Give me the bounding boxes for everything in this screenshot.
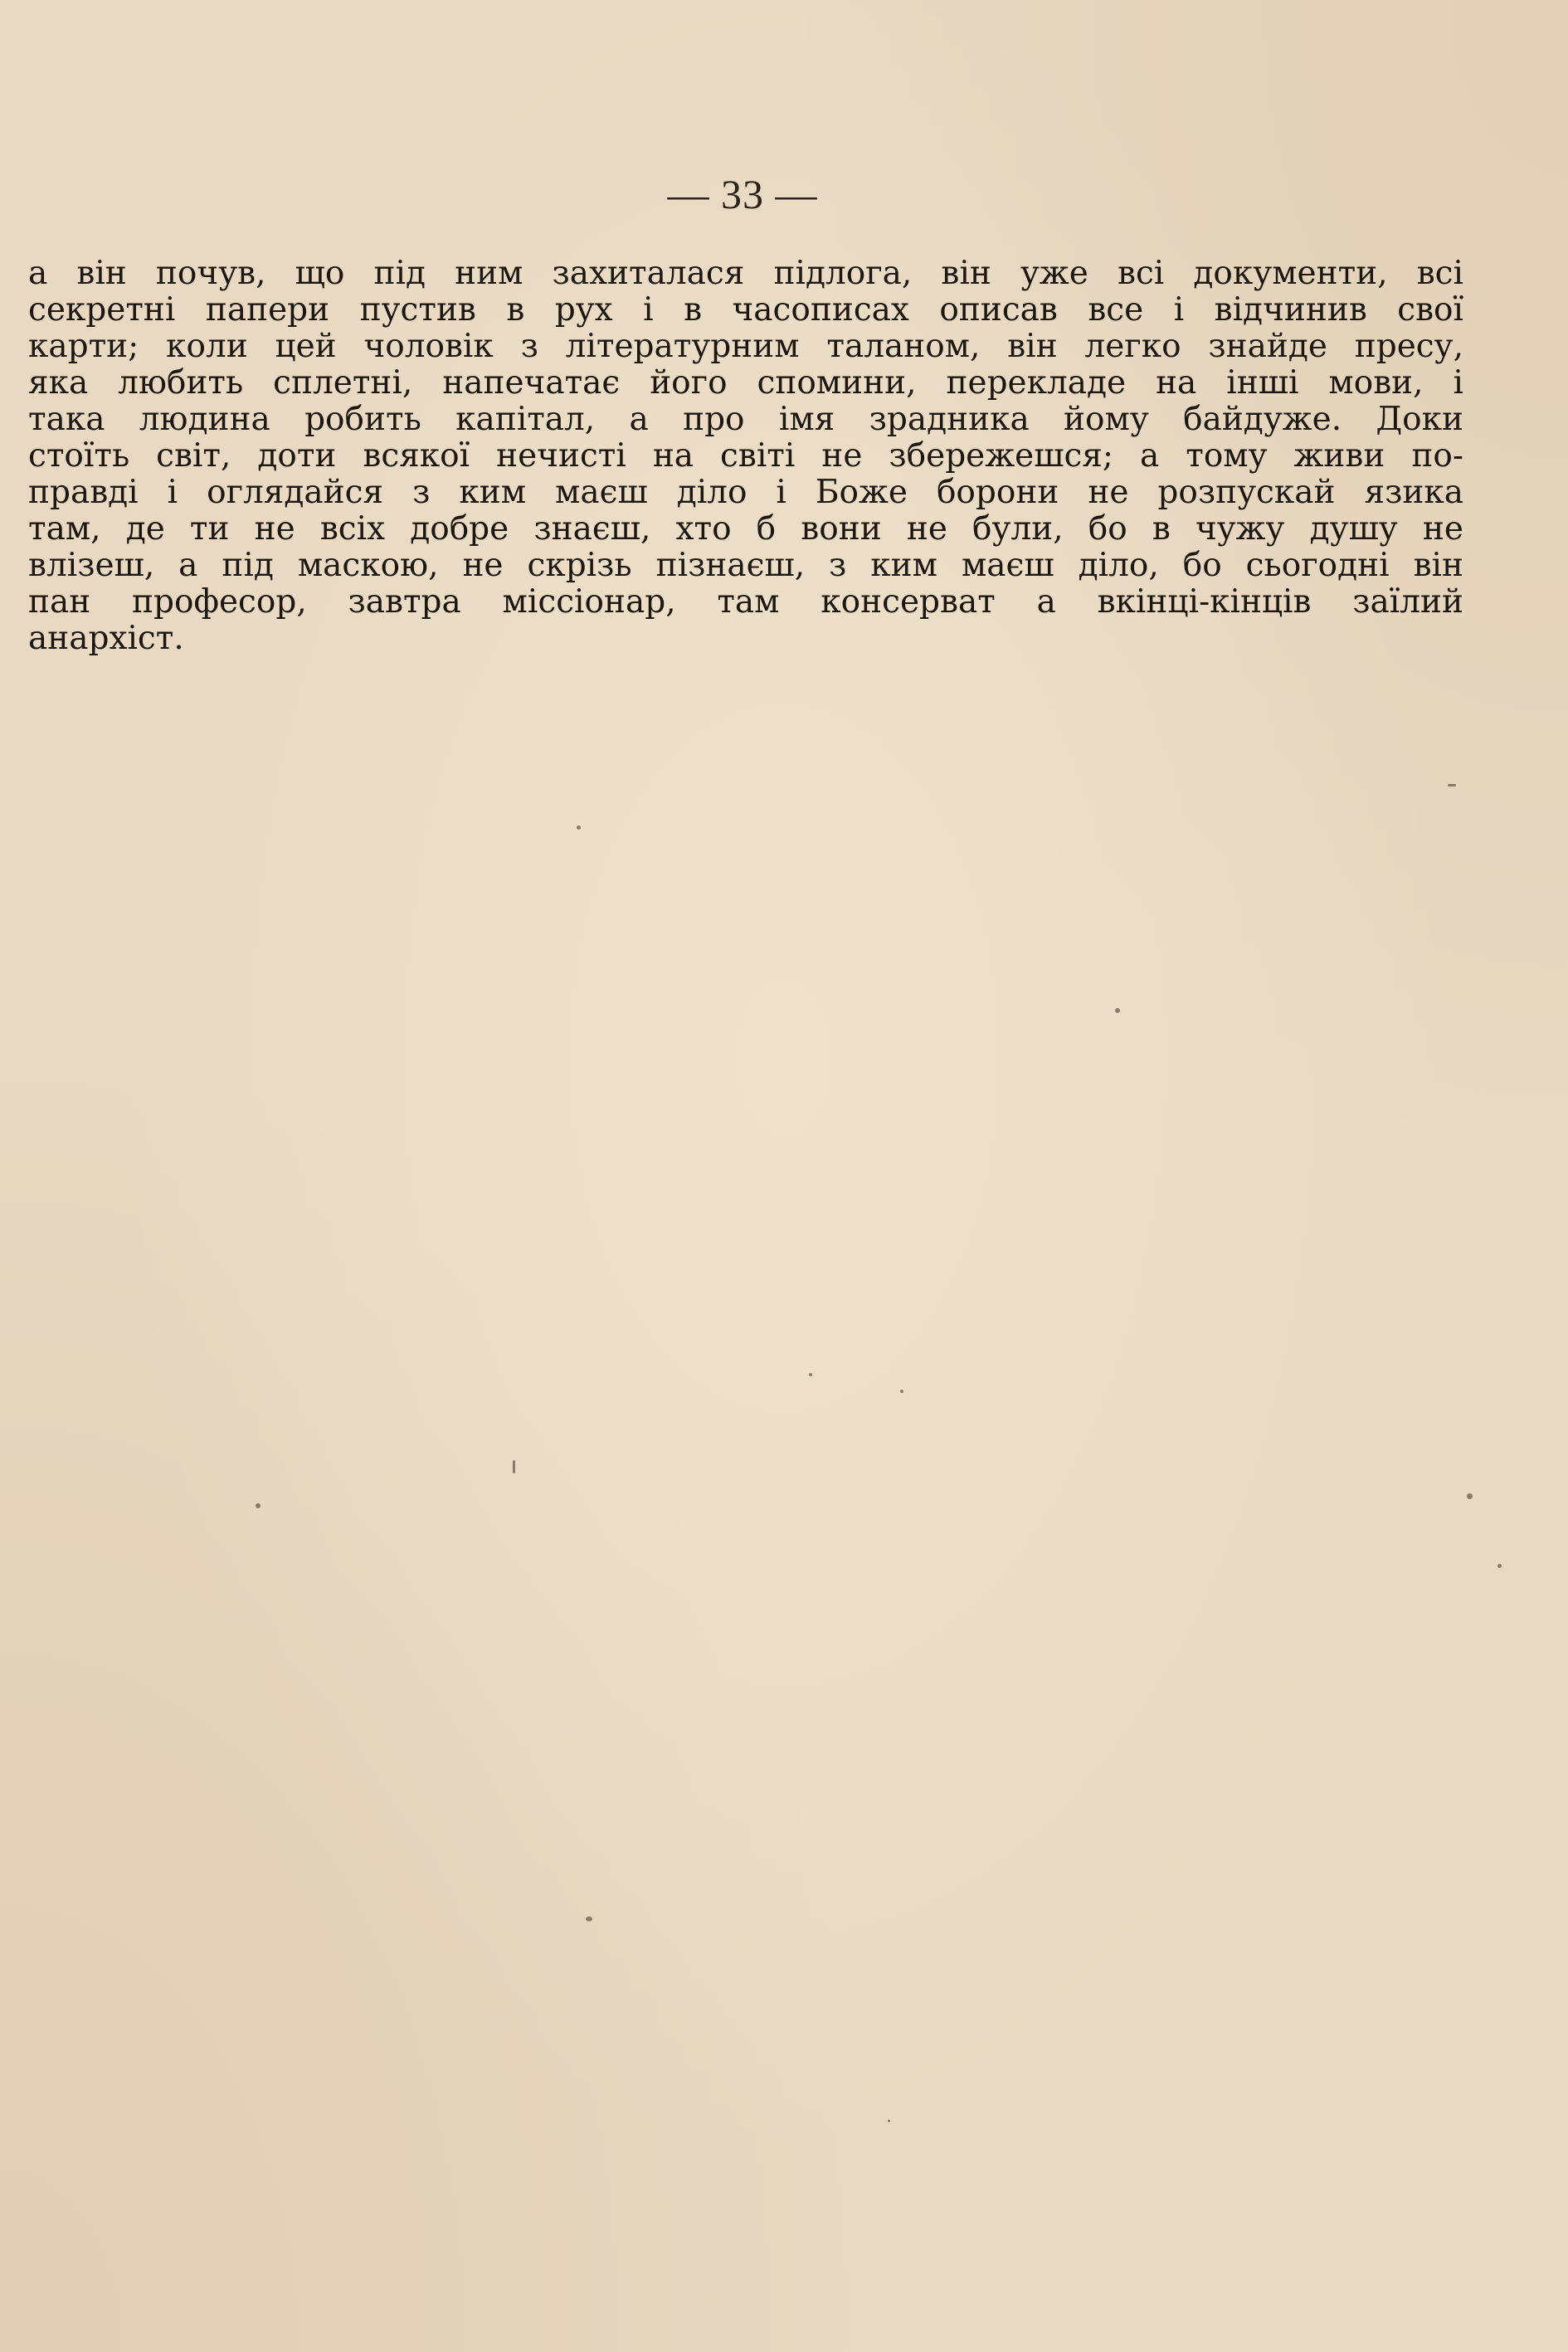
text-line: така людина робить капітал, а про імя зрадника йому байдуже. Доки (28, 401, 1463, 438)
text-line: а він почув, що під ним захиталася підлога, він уже всі документи, всі (28, 255, 1463, 292)
paper-speck (809, 1373, 812, 1376)
paper-speck (1497, 1564, 1502, 1568)
text-line: пан професор, завтра міссіонар, там консерват а вкінці-кінців заїлий (28, 583, 1463, 621)
text-line: секретні папери пустив в рух і в часописах описав все і відчинив свої (28, 291, 1463, 329)
page-number: — 33 — (667, 171, 818, 217)
paper-speck (888, 2120, 890, 2122)
paper-speck (577, 825, 581, 830)
paper-speck (1448, 784, 1456, 786)
paper-speck (513, 1460, 515, 1473)
paper-speck (256, 1503, 261, 1508)
paper-speck (1467, 1493, 1473, 1499)
paper-speck (586, 1916, 592, 1921)
text-line: яка любить сплетні, напечатає його спомини, перекладе на інші мови, і (28, 364, 1463, 402)
text-line: влізеш, а під маскою, не скрізь пізнаєш, з ким маєш діло, бо сьогодні він (28, 547, 1463, 584)
text-line: анархіст. (28, 620, 184, 657)
paper-speck (900, 1390, 903, 1393)
text-line: карти; коли цей чоловік з літературним таланом, він легко знайде пресу, (28, 328, 1463, 365)
text-line: стоїть світ, доти всякої нечисті на світі не збережешся; а тому живи по- (28, 437, 1463, 475)
text-line: правді і оглядайся з ким маєш діло і Боже борони не розпускай язика (28, 474, 1463, 511)
text-line: там, де ти не всіх добре знаєш, хто б вони не були, бо в чужу душу не (28, 510, 1463, 548)
body-text (28, 256, 1463, 657)
paper-speck (1115, 1008, 1120, 1013)
